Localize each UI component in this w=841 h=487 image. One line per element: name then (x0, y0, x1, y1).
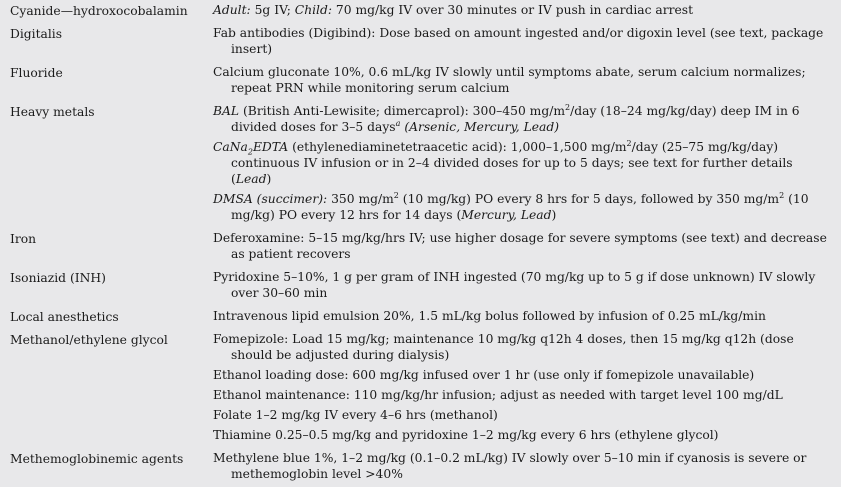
entry-text: /day (25–75 mg/kg/day) continuous IV infusion or in 2–4 divided doses for up to 5 days; see text for further details ( (231, 140, 793, 186)
antidote-cell (203, 23, 841, 62)
antidote-entry (213, 329, 827, 365)
entry-text: Lead (235, 172, 267, 186)
antidote-cell (203, 306, 841, 329)
antidote-entry (213, 228, 827, 264)
entry-text: Ethanol loading dose: 600 mg/kg infused over 1 hr (use only if fomepizole unavailable) (213, 368, 755, 382)
antidote-cell (203, 62, 841, 101)
antidote-entry (213, 23, 827, 59)
antidote-entry (213, 405, 827, 425)
entry-text: 2 (626, 138, 632, 148)
agent-cell: Iron (10, 232, 37, 246)
entry-text: Calcium gluconate 10%, 0.6 mL/kg IV slowly until symptoms abate, serum calcium normalizes; repeat PRN while monitoring serum calcium (213, 65, 806, 95)
entry-text: Child: (294, 3, 332, 17)
entry-text: 70 mg/kg IV over 30 minutes or IV push in cardiac arrest (332, 3, 694, 17)
entry-text: BAL (213, 104, 240, 118)
antidote-entry (213, 425, 827, 445)
agent-cell: Isoniazid (INH) (10, 271, 106, 285)
entry-text: (10 mg/kg) PO every 12 hrs for 14 days ( (231, 192, 809, 222)
entry-text: 5g IV; (250, 3, 295, 17)
entry-text: /day (18–24 mg/kg/day) deep IM in 6 divided doses for 3–5 days (231, 104, 800, 134)
entry-text: (ethylenediaminetetraacetic acid): 1,000–1,500 mg/m (288, 140, 627, 154)
entry-text: Folate 1–2 mg/kg IV every 4–6 hrs (methanol) (213, 408, 498, 422)
agent-cell: Methemoglobinemic agents (10, 452, 184, 466)
table-row (0, 448, 841, 487)
entry-text: Fomepizole: Load 15 mg/kg; maintenance 10 mg/kg q12h 4 doses, then 15 mg/kg q12h (dose should be adjusted during dialysis) (213, 332, 794, 362)
entry-text: Deferoxamine: 5–15 mg/kg/hrs IV; use higher dosage for severe symptoms (see text) and decrease as patient recovers (213, 231, 827, 261)
antidote-cell (203, 0, 841, 23)
entry-text: 2 (393, 190, 399, 200)
agent-cell: Fluoride (10, 66, 63, 80)
table-row (0, 0, 841, 23)
antidote-entry (213, 189, 827, 225)
entry-text: (British Anti-Lewisite; dimercaprol): 300–450 mg/m (239, 104, 566, 118)
entry-text: 2 (247, 147, 253, 157)
table-row (0, 329, 841, 448)
table-row (0, 228, 841, 267)
antidote-entry (213, 267, 827, 303)
antidote-entry (213, 137, 827, 189)
antidote-entry (213, 101, 827, 137)
antidote-entry (213, 385, 827, 405)
entry-text: Thiamine 0.25–0.5 mg/kg and pyridoxine 1–2 mg/kg every 6 hrs (ethylene glycol) (213, 428, 719, 442)
entry-text: DMSA (succimer): (213, 192, 328, 206)
antidote-cell (203, 448, 841, 487)
entry-text: CaNa (213, 140, 248, 154)
entry-text: (Arsenic, Mercury, Lead) (404, 120, 560, 134)
antidote-entry (213, 448, 827, 484)
table-row (0, 306, 841, 329)
antidote-entry (213, 365, 827, 385)
entry-text: Methylene blue 1%, 1–2 mg/kg (0.1–0.2 mL/kg) IV slowly over 5–10 min if cyanosis is severe or methemoglobin level >40% (213, 451, 807, 481)
table-row (0, 267, 841, 306)
entry-text: EDTA (252, 140, 289, 154)
antidote-entry (213, 62, 827, 98)
entry-text: Intravenous lipid emulsion 20%, 1.5 mL/kg bolus followed by infusion of 0.25 mL/kg/min (213, 309, 766, 323)
agent-cell: Heavy metals (10, 105, 95, 119)
antidote-entry (213, 0, 827, 20)
table-row (0, 62, 841, 101)
antidote-cell (203, 228, 841, 267)
agent-cell: Local anesthetics (10, 310, 119, 324)
entry-text: ) (551, 208, 557, 222)
antidote-entry (213, 306, 827, 326)
entry-text: ) (266, 172, 272, 186)
entry-text: 2 (565, 102, 571, 112)
entry-text: 350 mg/m (327, 192, 394, 206)
entry-text: Mercury, Lead (461, 208, 552, 222)
entry-text: Adult: (213, 3, 251, 17)
entry-text: Pyridoxine 5–10%, 1 g per gram of INH ingested (70 mg/kg up to 5 g if dose unknown) IV slowly over 30–60 min (213, 270, 816, 300)
entry-text: (10 mg/kg) PO every 8 hrs for 5 days, followed by 350 mg/m (398, 192, 780, 206)
agent-cell: Methanol/ethylene glycol (10, 333, 168, 347)
antidote-cell (203, 267, 841, 306)
entry-text: 2 (779, 190, 785, 200)
agent-cell: Cyanide—hydroxocobalamin (10, 4, 188, 18)
entry-text: Ethanol maintenance: 110 mg/kg/hr infusion; adjust as needed with target level 100 mg/dL (213, 388, 783, 402)
table-row (0, 23, 841, 62)
table-row (0, 101, 841, 228)
entry-text: a (395, 118, 401, 128)
entry-text: Fab antibodies (Digibind): Dose based on amount ingested and/or digoxin level (see text, package insert) (213, 26, 824, 56)
agent-cell: Digitalis (10, 27, 63, 41)
antidote-cell (203, 329, 841, 448)
antidote-cell (203, 101, 841, 228)
